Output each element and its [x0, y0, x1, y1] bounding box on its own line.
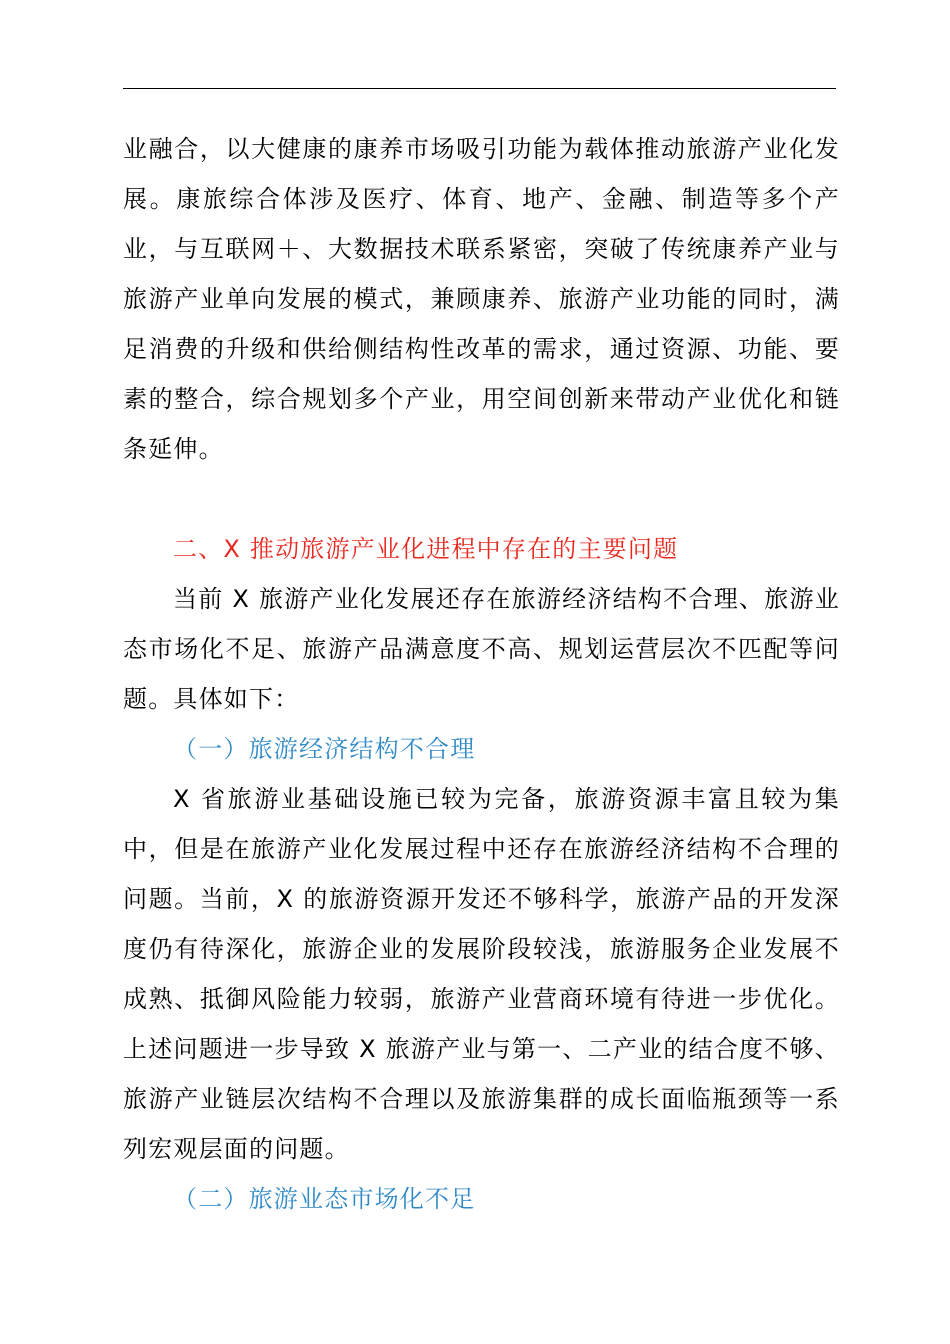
document-body [123, 124, 840, 1224]
subsection-1-body: X 省旅游业基础设施已较为完备，旅游资源丰富且较为集中，但是在旅游产业化发展过程中还存在旅游经济结构不合理的问题。当前，X 的旅游资源开发还不够科学，旅游产品的开发深度仍有待深化，旅游企业的发展阶段较浅，旅游服务企业发展不成熟、抵御风险能力较弱，旅游产业营商环境有待进一步优化。上述问题进一步导致 X 旅游产业与第一、二产业的结合度不够、旅游产业链层次结构不合理以及旅游集群的成长面临瓶颈等一系列宏观层面的问题。 [123, 785, 840, 1163]
header-rule [123, 88, 836, 89]
subsection-1-heading: （一）旅游经济结构不合理 [173, 735, 476, 763]
section-intro-paragraph: 当前 X 旅游产业化发展还存在旅游经济结构不合理、旅游业态市场化不足、旅游产品满意度不高、规划运营层次不匹配等问题。具体如下： [123, 585, 840, 713]
intro-paragraph: 业融合，以大健康的康养市场吸引功能为载体推动旅游产业化发展。康旅综合体涉及医疗、体育、地产、金融、制造等多个产业，与互联网＋、大数据技术联系紧密，突破了传统康养产业与旅游产业单向发展的模式，兼顾康养、旅游产业功能的同时，满足消费的升级和供给侧结构性改革的需求，通过资源、功能、要素的整合，综合规划多个产业，用空间创新来带动产业优化和链条延伸。 [123, 135, 840, 463]
section-heading: 二、X 推动旅游产业化进程中存在的主要问题 [173, 535, 679, 563]
subsection-2-heading: （二）旅游业态市场化不足 [173, 1185, 476, 1213]
paragraph-gap [123, 474, 840, 524]
